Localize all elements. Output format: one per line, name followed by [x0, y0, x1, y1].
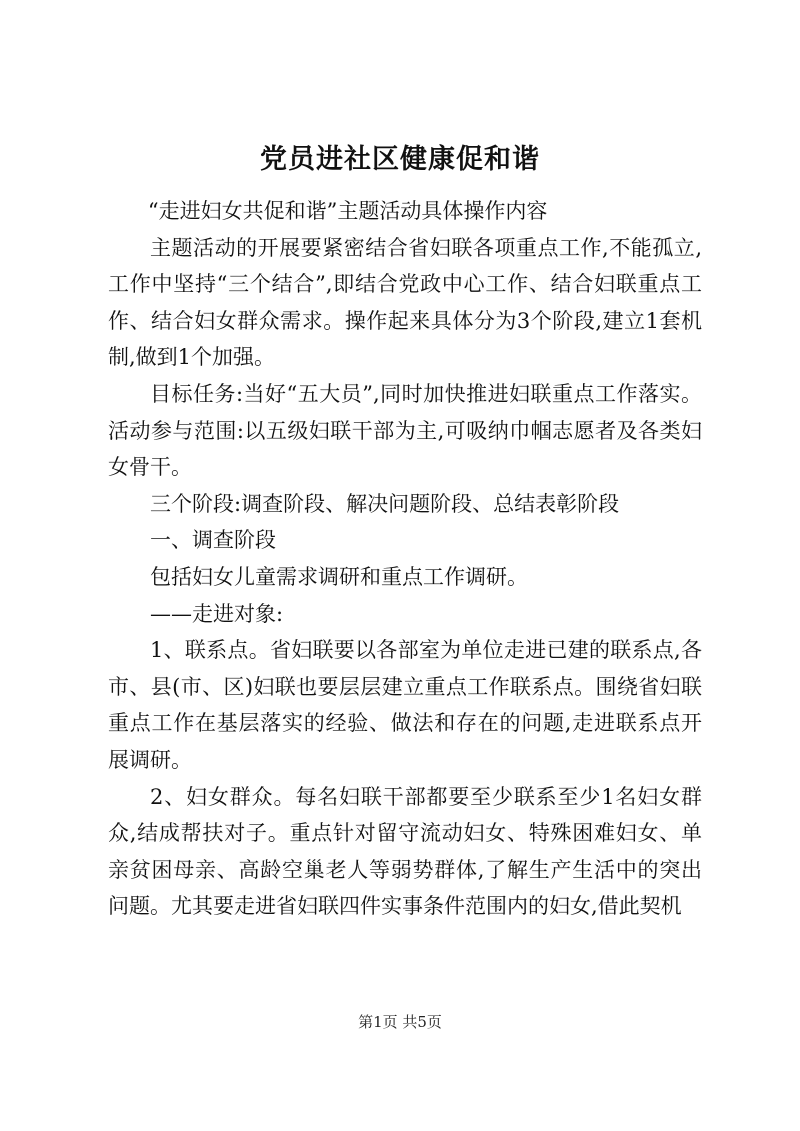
body-paragraph: 三个阶段:调查阶段、解决问题阶段、总结表彰阶段 [150, 491, 620, 516]
body-paragraph: 1、联系点。省妇联要以各部室为单位走进已建的联系点,各市、县(市、区)妇联也要层层建立重点工作联系点。围绕省妇联重点工作在基层落实的经验、做法和存在的问题,走进联系点开展调研。 [108, 638, 702, 772]
document-body [108, 193, 702, 925]
body-paragraph: ——走进对象: [150, 601, 284, 626]
body-paragraph: 包括妇女儿童需求调研和重点工作调研。 [150, 564, 528, 589]
page-footer: 第1页 共5页 [358, 1013, 442, 1031]
body-paragraph: 主题活动的开展要紧密结合省妇联各项重点工作,不能孤立,工作中坚持“三个结合”,即结合党政中心工作、结合妇联重点工作、结合妇女群众需求。操作起来具体分为3个阶段,建立1套机制,做到1个加强。 [108, 235, 702, 370]
body-paragraph: 目标任务:当好“五大员”,同时加快推进妇联重点工作落实。活动参与范围:以五级妇联干部为主,可吸纳巾帼志愿者及各类妇女骨干。 [108, 381, 702, 480]
section-heading: 一、调查阶段 [150, 528, 276, 553]
subtitle-paragraph: “走进妇女共促和谐”主题活动具体操作内容 [147, 199, 548, 223]
body-paragraph: 2、妇女群众。每名妇联干部都要至少联系至少1名妇女群众,结成帮扶对子。重点针对留守流动妇女、特殊困难妇女、单亲贫困母亲、高龄空巢老人等弱势群体,了解生产生活中的突出问题。尤其要走进省妇联四件实事条件范围内的妇女,借此契机 [108, 784, 702, 919]
document-title: 党员进社区健康促和谐 [260, 144, 540, 175]
